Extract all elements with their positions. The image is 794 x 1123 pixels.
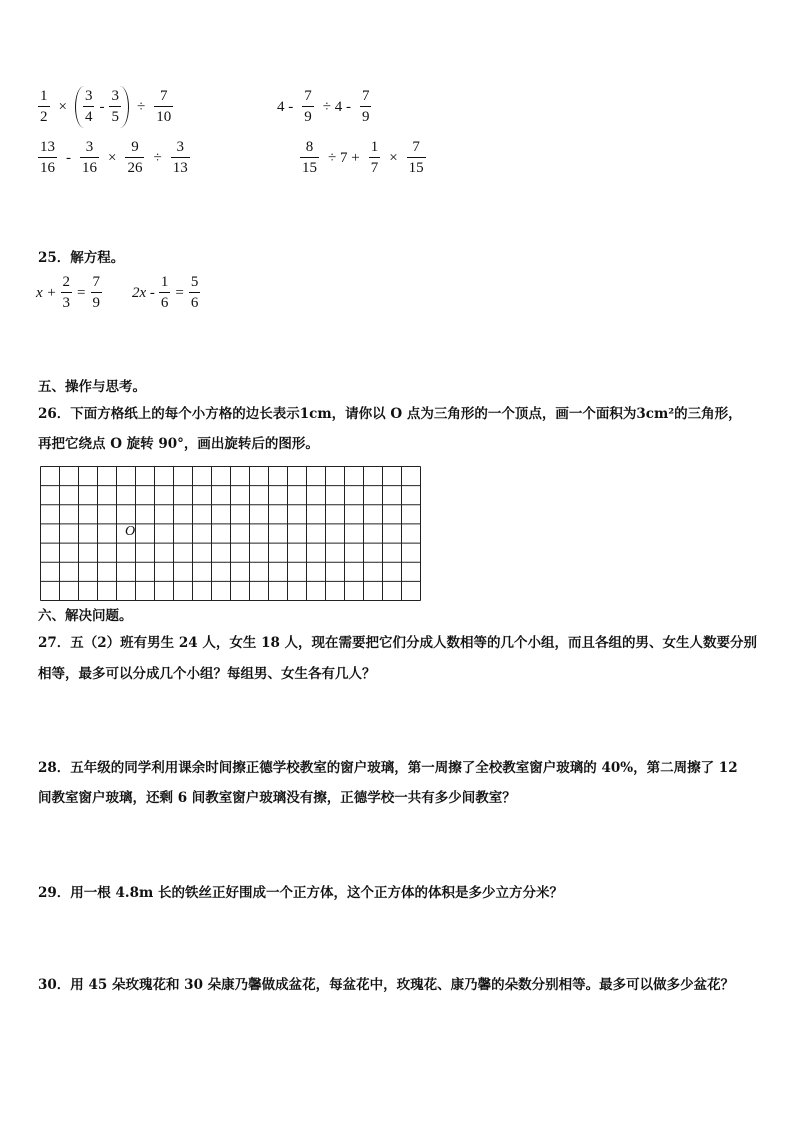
fraction: 3 4 [84,88,93,125]
question-26-line-1: 26．下面方格纸上的每个小方格的边长表示1cm，请你以 O 点为三角形的一个顶点，画一个面积为3cm²的三角形， [38,406,742,422]
fraction: $\frac{2}{3}$ [62,274,71,311]
fraction: $\frac{7}{15}$ [408,139,424,176]
operator: 4 - [277,98,294,115]
operator: ÷ [136,98,146,115]
operator: - [66,149,71,166]
fraction: 13 16 [40,139,55,176]
fraction: $\frac{7}{9}$ [92,274,100,311]
fraction: $\frac{1}{6}$ [160,274,169,311]
fraction: $\frac{3}{13}$ [172,139,188,176]
question-28-line-1: 28．五年级的同学利用课余时间擦正德学校教室的窗户玻璃，第一周擦了全校教室窗户玻璃的 40%，第二周擦了 12 [38,760,738,776]
fraction: $\frac{8}{15}$ [302,139,317,176]
equation-lhs: 2x - [132,284,155,301]
fraction: $\frac{7}{9}$ [304,88,312,125]
equals-sign: = [175,284,184,301]
section-6-heading: 六、解决问题。 [38,608,133,624]
operator: ÷ 7 + [328,149,360,166]
question-29: 29．用一根 4.8m 长的铁丝正好围成一个正方体，这个正方体的体积是多少立方分米？ [38,885,563,901]
equation-2 [132,274,204,312]
operator: ÷ [153,149,162,166]
operator: × [58,98,67,115]
parenthesis-group [75,86,129,128]
equation-1 [36,274,106,312]
question-25-title: 25．解方程。 [38,250,125,266]
question-30: 30．用 45 朵玫瑰花和 30 朵康乃馨做成盆花，每盆花中，玫瑰花、康乃馨的朵数分别相等。最多可以做多少盆花？ [38,977,735,993]
fraction: $\frac{9}{26}$ [127,139,143,176]
equals-sign: = [77,284,86,301]
section-5-heading: 五、操作与思考。 [38,379,146,395]
operator: ÷ 4 - [322,98,351,115]
fraction: 7 9 [361,88,370,125]
question-28-line-2: 间教室窗户玻璃，还剩 6 间教室窗户玻璃没有擦，正德学校一共有多少间教室？ [38,790,516,806]
point-o-label: O [125,524,136,539]
fraction: 3 5 [111,88,119,125]
fraction: $\frac{3}{16}$ [82,139,97,176]
fraction: $\frac{5}{6}$ [190,274,199,311]
question-26-line-2: 再把它绕点 O 旋转 90°，画出旋转后的图形。 [38,436,319,452]
question-27-line-1: 27．五（2）班有男生 24 人，女生 18 人，现在需要把它们分成人数相等的几个小组，而且各组的男、女生人数要分别 [38,635,758,651]
expression-4 [296,139,430,177]
operator: - [99,98,105,115]
fraction: $\frac{1}{7}$ [370,139,379,176]
operator: × [389,149,398,166]
expression-2 [272,88,375,126]
square-grid-paper[interactable] [40,466,421,601]
question-27-line-2: 相等，最多可以分成几个小组？每组男、女生各有几人？ [38,666,376,682]
fraction: $\frac{1}{2}$ [40,88,48,125]
expression-1 [34,86,177,128]
equation-lhs: x + [36,284,57,301]
fraction: $\frac{7}{10}$ [156,88,172,125]
operator: × [108,149,117,166]
expression-3 [34,139,194,177]
